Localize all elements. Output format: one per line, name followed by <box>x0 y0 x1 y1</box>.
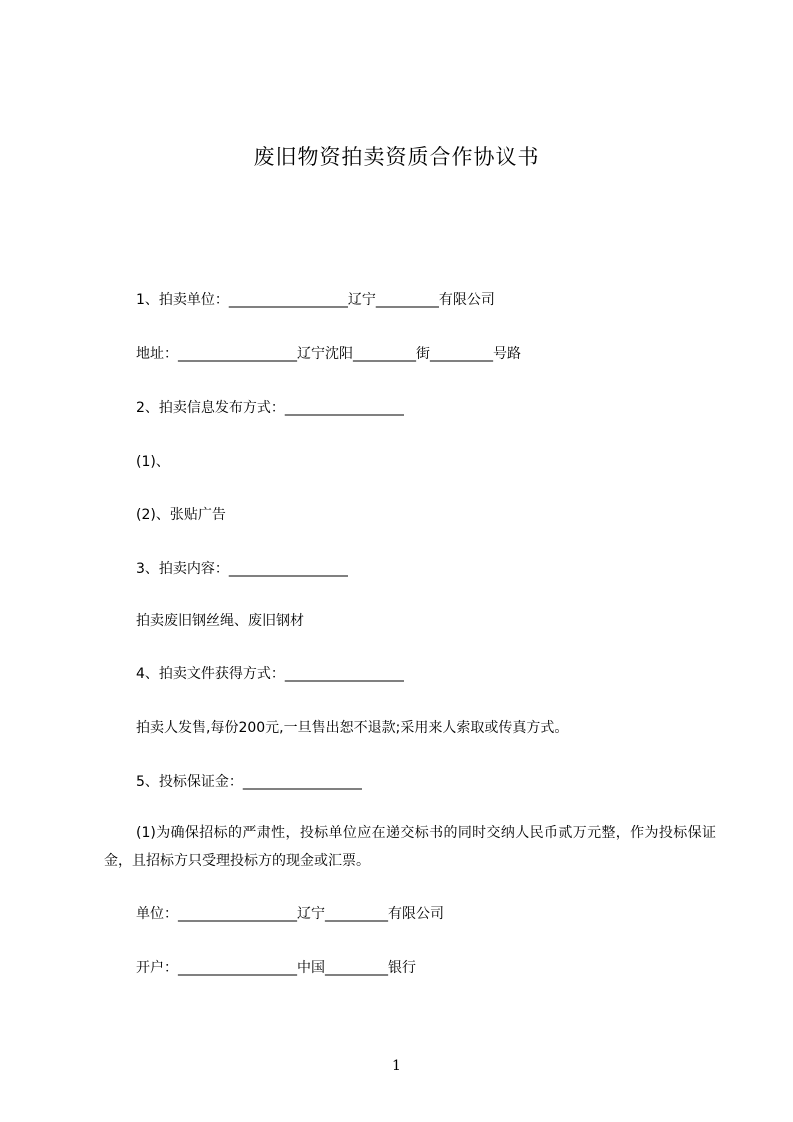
release-method-item-1: (1)、 <box>136 454 170 470</box>
bid-deposit-paragraph: (1)为确保招标的严肃性，投标单位应在递交标书的同时交纳人民币贰万元整，作为投标保证金，且招标方只受理投标方的现金或汇票。 <box>104 825 716 869</box>
document-acquisition-detail: 拍卖人发售,每份200元,一旦售出恕不退款;采用来人索取或传真方式。 <box>136 720 569 736</box>
document-acquisition-line: 4、拍卖文件获得方式：_________________ <box>136 666 404 682</box>
release-method-item-2: (2)、张贴广告 <box>136 507 226 523</box>
deposit-unit-line: 单位：_________________辽宁_________有限公司 <box>136 906 444 922</box>
bank-account-line: 开户：_________________中国_________银行 <box>136 960 416 976</box>
page-number: 1 <box>392 1058 401 1074</box>
info-release-method-line: 2、拍卖信息发布方式：_________________ <box>136 400 404 416</box>
bid-deposit-line: 5、投标保证金：_________________ <box>136 774 362 790</box>
address-line: 地址：_________________辽宁沈阳_________街_________号路 <box>136 346 521 362</box>
auction-content-line: 3、拍卖内容：_________________ <box>136 561 348 577</box>
auction-unit-line: 1、拍卖单位：_________________辽宁_________有限公司 <box>136 292 495 308</box>
auction-content-detail: 拍卖废旧钢丝绳、废旧钢材 <box>136 613 304 629</box>
document-title: 废旧物资拍卖资质合作协议书 <box>253 145 540 169</box>
